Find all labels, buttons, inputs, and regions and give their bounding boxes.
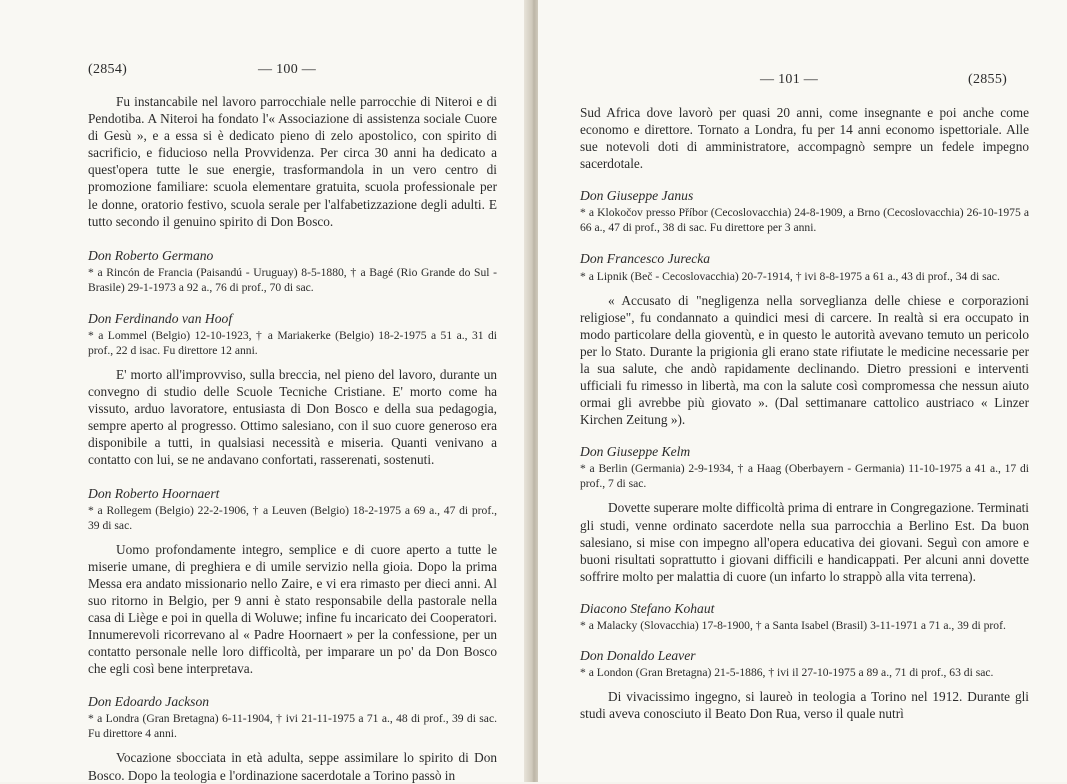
right-page-number: — 101 —	[760, 72, 819, 87]
entry-text: « Accusato di "negligenza nella sorveglianza delle chiese e corporazioni religiose", fu condannato a quindici mesi di carcere. In realtà si era occupato in modo particolare della gioventù, e in questo le autorità avevano temuto un pericolo per lo Stato. Durante la prigionia gli erano state rifiutate le medicine necessarie per la sua salute, che andò rapidamente declinando. Dietro pressioni e interventi ufficiali fu rimesso in libertà, ma con la salute così compromessa che nessun aiuto ormai gli avrebbe più giovato ». (Dal settimanare cattolico austriaco « Linzer Kirchen Zeitung »).	[580, 292, 1029, 428]
entry-bio: * a Lommel (Belgio) 12-10-1923, † a Mariakerke (Belgio) 18-2-1975 a 51 a., 31 di prof., 22 d isac. Fu direttore 12 anni.	[88, 328, 497, 357]
left-page-number: — 100 —	[258, 62, 317, 77]
entry-text: Uomo profondamente integro, semplice e di cuore aperto a tutte le miserie umane, di preghiera e di umile servizio nella gioia. Dopo la prima Messa era andato missionario nello Zaire, e vi era rimasto per dieci anni. Al suo ritorno in Belgio, per 9 anni è stato responsabile della pastorale nella casa di Liège e poi in quella di Woluwe; infine fu incaricato dei Cooperatori. Innumerevoli ricorrevano al « Padre Hoornaert » per la confessione, per un contatto personale nelle loro difficoltà, per imparare un po' da Don Bosco che egli così bene interpretava.	[88, 541, 497, 677]
right-page-content	[580, 104, 1029, 722]
entry-name: Don Francesco Jurecka	[580, 251, 711, 267]
entry-bio: * a London (Gran Bretagna) 21-5-1886, † ivi il 27-10-1975 a 89 a., 71 di prof., 63 di sac.	[580, 666, 994, 680]
intro-paragraph: Fu instancabile nel lavoro parrocchiale nelle parrocchie di Niteroi e di Pendotiba. A Niteroi ha fondato l'« Associazione di assistenza sociale Cuore di Gesù », e a essa si è dedicato pieno di zelo apostolico, con spirito di sacrificio, e fiducioso nella Provvidenza. Per circa 30 anni ha dedicato a quest'opera tutte le sue energie, trasformandola in un vero centro di promozione familiare: scuola elementare gratuita, scuola professionale per le donne, oratorio festivo, scuola serale per l'alfabetizzazione degli adulti. E tutto secondo il genuino spirito di Don Bosco.	[88, 94, 497, 229]
entry-block	[580, 600, 1029, 633]
entry-block	[88, 310, 497, 469]
entry-name: Don Giuseppe Janus	[580, 188, 694, 204]
entry-block	[580, 443, 1029, 585]
left-page-content	[88, 93, 497, 784]
entry-bio: * a Rincón de Francia (Paisandú - Uruguay) 8-5-1880, † a Bagé (Rio Grande do Sul - Brasile) 29-1-1973 a 92 a., 76 di prof., 70 di sac.	[88, 265, 497, 294]
entry-name: Don Edoardo Jackson	[88, 694, 210, 710]
entry-bio: * a Rollegem (Belgio) 22-2-1906, † a Leuven (Belgio) 18-2-1975 a 69 a., 47 di prof., 39 di sac.	[88, 503, 497, 532]
entry-bio: * a Londra (Gran Bretagna) 6-11-1904, † ivi 21-11-1975 a 71 a., 48 di prof., 39 di sac. Fu direttore 4 anni.	[88, 712, 497, 741]
entry-text: Vocazione sbocciata in età adulta, seppe assimilare lo spirito di Don Bosco. Dopo la teologia e l'ordinazione sacerdotale a Torino passò in	[88, 750, 497, 783]
entry-text: Dovette superare molte difficoltà prima di entrare in Congregazione. Terminati gli studi, venne ordinato sacerdote nella sua parrocchia a Berlino Est. Da buon salesiano, si mise con impegno all'opera educativa dei giovani. Seguì con amore e buoni risultati soprattutto i giovani difficili e handicappati. Per alcuni anni dovette soffrire molto per malattia di cuore (un infarto lo strappò alla vita terrena).	[580, 500, 1029, 584]
entry-name: Don Donaldo Leaver	[580, 647, 696, 663]
left-page	[0, 0, 528, 782]
entry-bio: * a Lipnik (Beč - Cecoslovacchia) 20-7-1914, † ivi 8-8-1975 a 61 a., 43 di prof., 34 di sac.	[580, 269, 1000, 283]
entry-block	[88, 693, 497, 783]
entry-block	[580, 250, 1029, 428]
entry-block	[580, 647, 1029, 722]
entry-bio: * a Berlin (Germania) 2-9-1934, † a Haag (Oberbayern - Germania) 11-10-1975 a 41 a., 17 di prof., 7 di sac.	[580, 462, 1029, 491]
right-page	[538, 0, 1067, 782]
entry-block	[88, 485, 497, 678]
entry-name: Diacono Stefano Kohaut	[580, 600, 715, 616]
entry-block	[580, 187, 1029, 235]
entry-bio: * a Malacky (Slovacchia) 17-8-1900, † a Santa Isabel (Brasil) 3-11-1971 a 71 a., 39 di prof.	[580, 618, 1006, 632]
entry-name: Don Ferdinando van Hoof	[88, 310, 233, 326]
entry-name: Don Roberto Germano	[88, 247, 214, 263]
right-section-number: (2855)	[968, 72, 1008, 87]
entry-block	[88, 247, 497, 295]
entry-name: Don Roberto Hoornaert	[88, 485, 220, 501]
entry-name: Don Giuseppe Kelm	[580, 444, 691, 460]
entry-text: E' morto all'improvviso, sulla breccia, nel pieno del lavoro, durante un convegno di studio delle Scuole Tecniche Cristiane. E' morto come ha vissuto, arduo lavoratore, entusiasta di Don Bosco e della sua pedagogia, sempre aperto al progresso. Ottimo salesiano, con il suo cuore generoso era disponibile a tutti, in qualsiasi necessità e miseria. Quanti venivano a contatto con lui, se ne andavano confortati, rasserenati, sostenuti.	[88, 366, 497, 468]
entry-bio: * a Klokočov presso Příbor (Cecoslovacchia) 24-8-1909, a Brno (Cecoslovacchia) 26-10-1975 a 66 a., 47 di prof., 38 di sac. Fu direttore per 3 anni.	[580, 206, 1029, 235]
continuation-paragraph: Sud Africa dove lavorò per quasi 20 anni, come insegnante e poi anche come economo e direttore. Tornato a Londra, fu per 14 anni economo ispettoriale. Alle sue notevoli doti di amministratore, accompagnò sempre un fedele impegno sacerdotale.	[580, 105, 1029, 172]
entry-text: Di vivacissimo ingegno, si laureò in teologia a Torino nel 1912. Durante gli studi aveva conosciuto il Beato Don Rua, verso il quale nutrì	[580, 689, 1029, 722]
left-section-number: (2854)	[88, 62, 128, 77]
